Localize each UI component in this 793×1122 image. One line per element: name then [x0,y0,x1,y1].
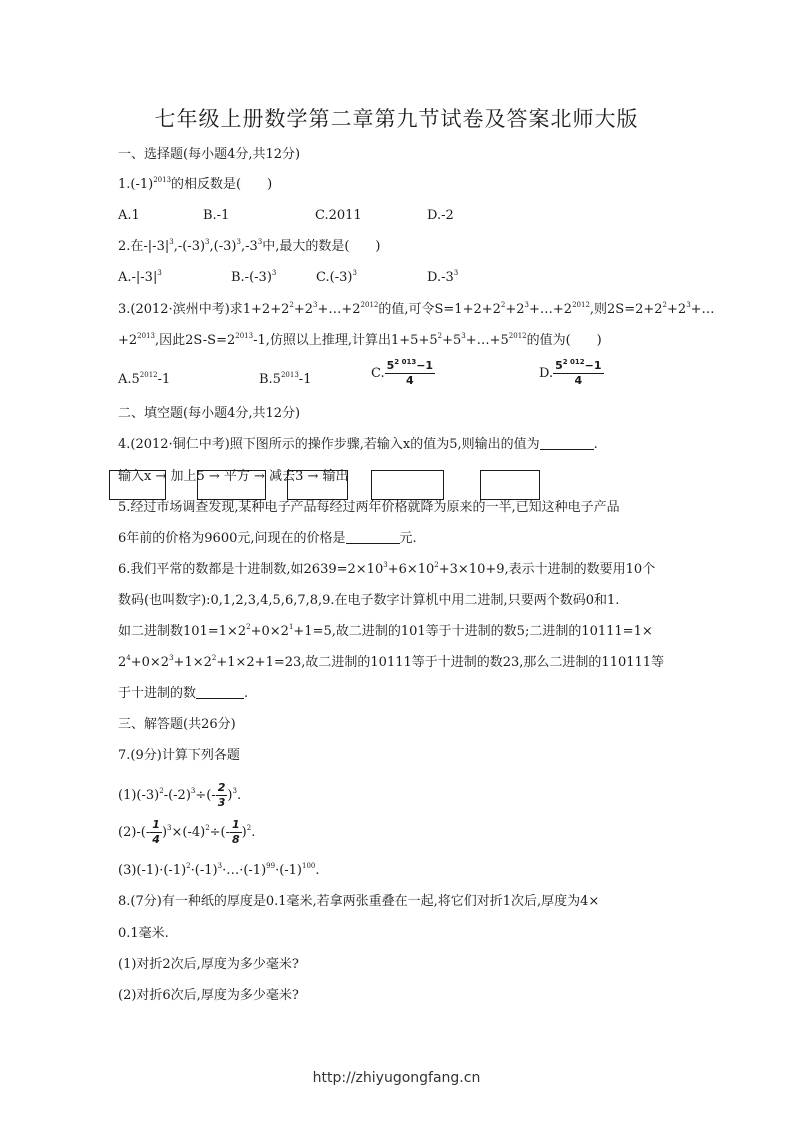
q3-option-d: D. $\frac{5^{2 012}-1}{4}$ [539,358,602,387]
question-7-part-2: (2)-(- $\frac{1}{4}$ )$^3\times(-4)^2\div(-$ $\frac{1}{8}$ )$^2$. [118,818,256,846]
question-6-line-3: 如二进制数$101=1\times 2^2+0\times 2^1+1=5$,故二进制的101等于十进制的数5;二进制的10111=1× [118,623,653,639]
q1-option-a: A.1 [118,208,140,223]
q2-option-b: $B.-(-3)^3$ [231,269,277,285]
section-heading-solve: 三、解答题(共26分) [118,717,236,732]
question-2: 2.在$-|-3|^3,-(-3)^3,(-3)^3,-3^3$中,最大的数是( ) [118,238,381,254]
q7-fraction-two-thirds: $\frac{2}{3}$ [217,781,226,809]
q5-answer-blank [346,531,400,544]
q3-option-c: C. $\frac{5^{2 013}-1}{4}$ [371,358,434,387]
q2-option-d: $D.-3^3$ [427,269,459,285]
question-7-heading: 7.(9分)计算下列各题 [118,748,240,763]
section-heading-fill: 二、填空题(每小题4分,共12分) [118,406,301,421]
q7-fraction-one-eighth: $\frac{1}{8}$ [232,818,240,846]
q3-option-d-fraction: $\frac{5^{2 012}-1}{4}$ [555,358,602,387]
flow-box-subtract [371,470,444,500]
q1-option-d: D.-2 [427,208,454,223]
q3-option-c-fraction: $\frac{5^{2 013}-1}{4}$ [386,358,434,387]
q7-fraction-one-quarter: $\frac{1}{4}$ [152,818,160,846]
question-7-part-3: $(3)(-1)\cdot(-1)^2\cdot(-1)^3\cdot\dots\cdot(-1)^{99}\cdot(-1)^{100}$. [118,862,320,878]
question-3-line-2: $+2^{2013}$,因此$2S-S=2^{2013}-1$,仿照以上推理,计算出$1+5+5^2+5^3+\dots+5^{2012}$的值为( ) [118,332,602,348]
question-3-line-1: 3.(2012·滨州中考)求$1+2+2^2+2^3+\dots+2^{2012}$的值,可令$S=1+2+2^2+2^3+\dots+2^{2012}$,则$2S=2+2^2+2^3+\dots$ [118,301,715,317]
q3-option-a: $A.5^{2012}-1$ [118,371,171,387]
question-8-line-1: 8.(7分)有一种纸的厚度是0.1毫米,若拿两张重叠在一起,将它们对折1次后,厚度为4× [118,894,600,909]
question-8-line-2: 0.1毫米. [118,926,169,941]
question-4: 4.(2012·铜仁中考)照下图所示的操作步骤,若输入x的值为5,则输出的值为 . [118,437,598,452]
question-8-part-2: (2)对折6次后,厚度为多少毫米? [118,988,299,1003]
question-6-line-1: 6.我们平常的数都是十进制数,如$2639=2\times 10^3+6\times 10^2+3\times 10+9$,表示十进制的数要用10个 [118,561,656,577]
footer-url: http://zhiyugongfang.cn [312,1070,481,1086]
page-title: 七年级上册数学第二章第九节试卷及答案北师大版 [154,107,639,131]
q1-option-b: B.-1 [203,208,230,223]
question-8-part-1: (1)对折2次后,厚度为多少毫米? [118,957,299,972]
q2-option-a: $A.-|-3|^3$ [118,269,162,285]
question-5-line-1: 5.经过市场调查发现,某种电子产品每经过两年价格就降为原来的一半,已知这种电子产品 [118,500,620,515]
q3-option-b: $B.5^{2013}-1$ [259,371,312,387]
flow-box-output [480,470,540,500]
q4-flow-text: 输入x → 加上5 → 平方 → 减去3 → 输出 [118,469,349,484]
question-7-part-1: $(1)(-3)^2-(-2)^3\div(-$ $\frac{2}{3}$ )$^3$. [118,781,242,809]
q2-option-c: $C.(-3)^3$ [316,269,357,285]
q4-answer-blank [540,437,594,450]
question-1: $1.(-1)^{2013}$的相反数是( ) [118,176,273,192]
section-heading-choice: 一、选择题(每小题4分,共12分) [118,147,301,162]
q6-answer-blank [196,686,244,699]
question-6-line-4: $2^4+0\times 2^3+1\times 2^2+1\times 2+1=23$,故二进制的10111等于十进制的数23,那么二进制的110111等 [118,654,665,670]
question-6-line-5: 于十进制的数 . [118,686,249,701]
question-6-line-2: 数码(也叫数字):0,1,2,3,4,5,6,7,8,9.在电子数字计算机中用二进制,只要两个数码0和1. [118,593,620,608]
q1-option-c: C.2011 [315,208,362,223]
question-5-line-2: 6年前的价格为9600元,问现在的价格是 元. [118,531,417,546]
